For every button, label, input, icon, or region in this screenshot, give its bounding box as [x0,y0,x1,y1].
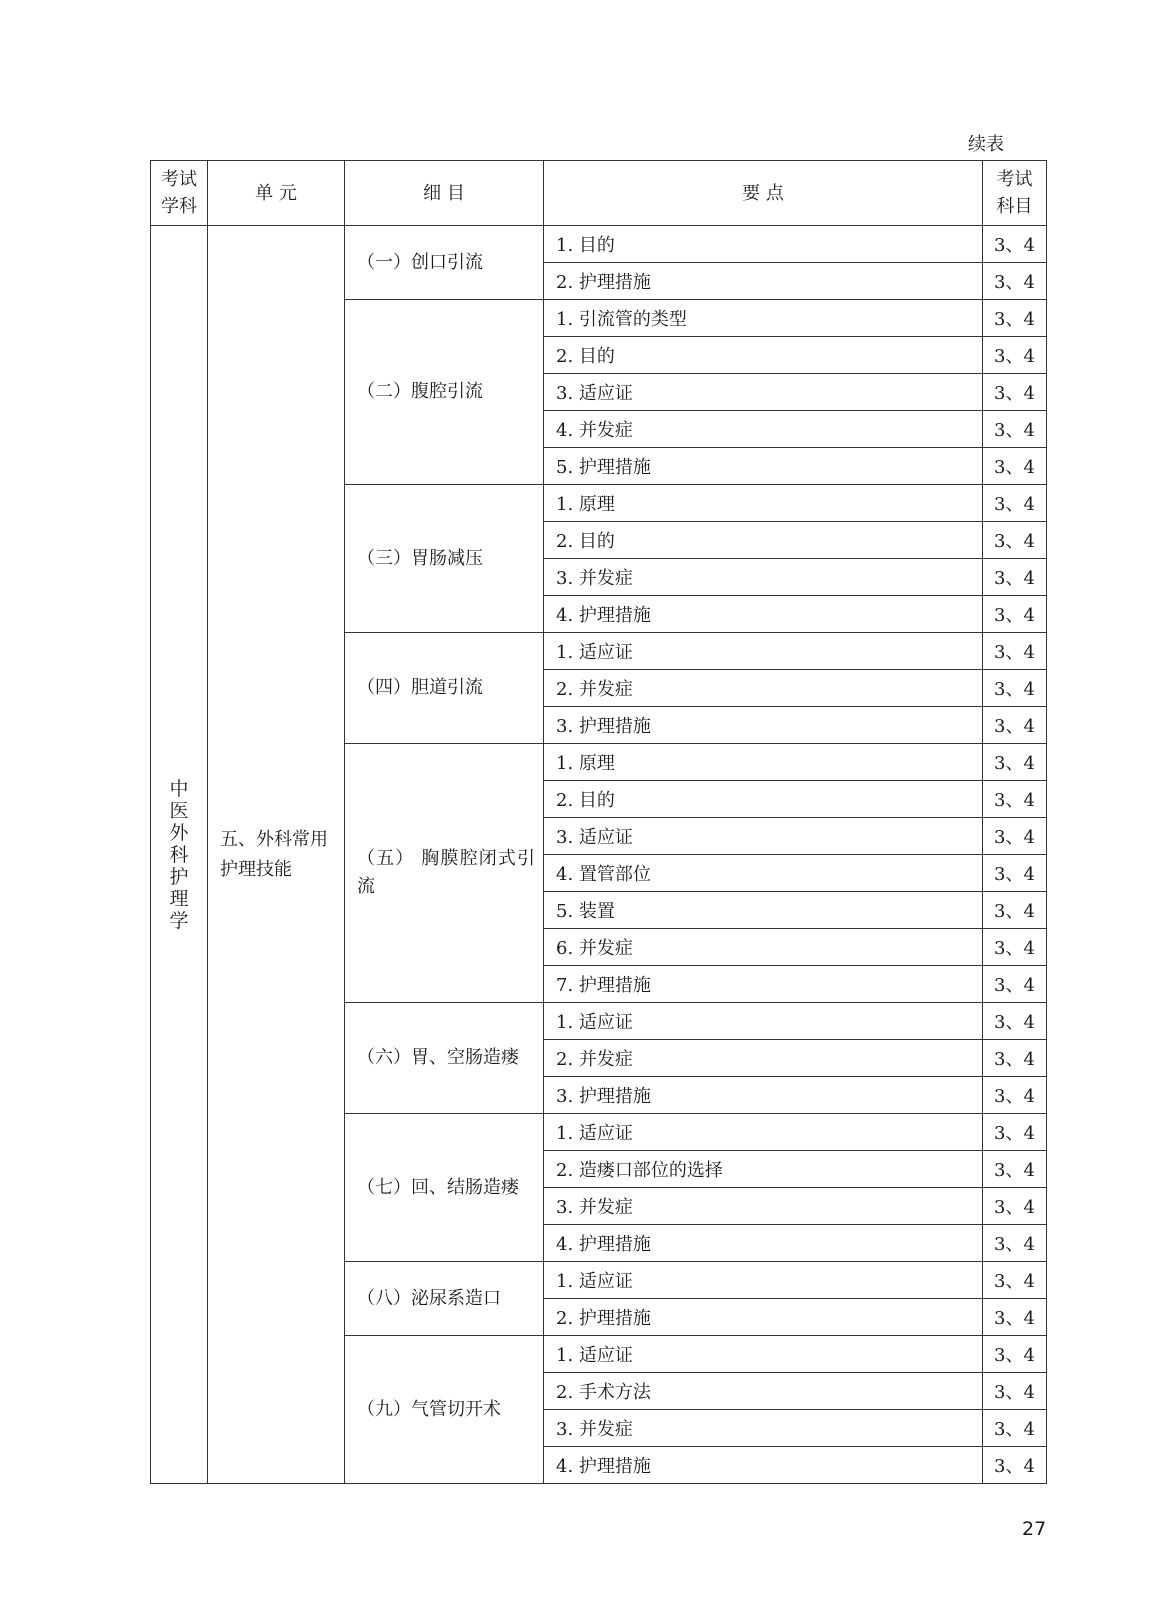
point-cell: 2. 并发症 [544,1040,983,1077]
point-cell: 7. 护理措施 [544,966,983,1003]
detail-cell: （三）胃肠减压 [345,485,544,633]
point-cell: 3. 护理措施 [544,1077,983,1114]
table-body [151,226,1047,1484]
point-cell: 3. 护理措施 [544,707,983,744]
header-subject: 考试学科 [151,161,208,226]
code-cell: 3、4 [983,411,1047,448]
code-cell: 3、4 [983,707,1047,744]
code-cell: 3、4 [983,226,1047,263]
point-cell: 4. 护理措施 [544,596,983,633]
point-cell: 2. 造瘘口部位的选择 [544,1151,983,1188]
code-cell: 3、4 [983,855,1047,892]
point-cell: 1. 适应证 [544,633,983,670]
point-cell: 5. 护理措施 [544,448,983,485]
code-cell: 3、4 [983,1299,1047,1336]
point-cell: 3. 适应证 [544,818,983,855]
point-cell: 1. 适应证 [544,1114,983,1151]
point-cell: 4. 置管部位 [544,855,983,892]
detail-cell: （一）创口引流 [345,226,544,300]
point-cell: 3. 并发症 [544,1410,983,1447]
point-cell: 6. 并发症 [544,929,983,966]
syllabus-table [150,160,1047,1484]
subject-cell [151,226,208,1484]
header-detail: 细 目 [345,161,544,226]
code-cell: 3、4 [983,1262,1047,1299]
point-cell: 1. 原理 [544,485,983,522]
code-cell: 3、4 [983,1373,1047,1410]
code-cell: 3、4 [983,1410,1047,1447]
code-cell: 3、4 [983,1003,1047,1040]
point-cell: 1. 适应证 [544,1262,983,1299]
code-cell: 3、4 [983,1447,1047,1484]
point-cell: 1. 引流管的类型 [544,300,983,337]
code-cell: 3、4 [983,929,1047,966]
point-cell: 1. 目的 [544,226,983,263]
detail-cell: （八）泌尿系造口 [345,1262,544,1336]
code-cell: 3、4 [983,1077,1047,1114]
point-cell: 1. 原理 [544,744,983,781]
detail-cell: （九）气管切开术 [345,1336,544,1484]
code-cell: 3、4 [983,892,1047,929]
header-code: 考试科目 [983,161,1047,226]
point-cell: 2. 手术方法 [544,1373,983,1410]
code-cell: 3、4 [983,744,1047,781]
point-cell: 2. 并发症 [544,670,983,707]
point-cell: 1. 适应证 [544,1003,983,1040]
header-unit: 单 元 [208,161,345,226]
continued-label: 续表 [968,134,1004,155]
point-cell: 2. 护理措施 [544,263,983,300]
detail-cell: （七）回、结肠造瘘 [345,1114,544,1262]
point-cell: 2. 目的 [544,781,983,818]
point-cell: 3. 并发症 [544,1188,983,1225]
code-cell: 3、4 [983,966,1047,1003]
code-cell: 3、4 [983,633,1047,670]
point-cell: 2. 护理措施 [544,1299,983,1336]
point-cell: 2. 目的 [544,337,983,374]
point-cell: 3. 并发症 [544,559,983,596]
point-cell: 5. 装置 [544,892,983,929]
code-cell: 3、4 [983,1225,1047,1262]
unit-cell: 五、外科常用护理技能 [208,226,345,1484]
point-cell: 4. 并发症 [544,411,983,448]
detail-cell: （二）腹腔引流 [345,300,544,485]
subject-text: 中医外科护理学 [169,777,189,932]
code-cell: 3、4 [983,300,1047,337]
code-cell: 3、4 [983,1040,1047,1077]
point-cell: 3. 适应证 [544,374,983,411]
point-cell: 2. 目的 [544,522,983,559]
point-cell: 4. 护理措施 [544,1225,983,1262]
code-cell: 3、4 [983,1188,1047,1225]
code-cell: 3、4 [983,670,1047,707]
code-cell: 3、4 [983,559,1047,596]
code-cell: 3、4 [983,1336,1047,1373]
header-point: 要 点 [544,161,983,226]
code-cell: 3、4 [983,818,1047,855]
code-cell: 3、4 [983,781,1047,818]
point-cell: 1. 适应证 [544,1336,983,1373]
table-row [151,226,1047,263]
code-cell: 3、4 [983,448,1047,485]
point-cell: 4. 护理措施 [544,1447,983,1484]
code-cell: 3、4 [983,263,1047,300]
code-cell: 3、4 [983,337,1047,374]
header-row [151,161,1047,226]
code-cell: 3、4 [983,1114,1047,1151]
code-cell: 3、4 [983,485,1047,522]
code-cell: 3、4 [983,522,1047,559]
detail-cell: （六）胃、空肠造瘘 [345,1003,544,1114]
detail-cell: （四）胆道引流 [345,633,544,744]
code-cell: 3、4 [983,374,1047,411]
code-cell: 3、4 [983,596,1047,633]
detail-cell: （五） 胸膜腔闭式引流 [345,744,544,1003]
code-cell: 3、4 [983,1151,1047,1188]
page-number: 27 [1022,1518,1047,1540]
